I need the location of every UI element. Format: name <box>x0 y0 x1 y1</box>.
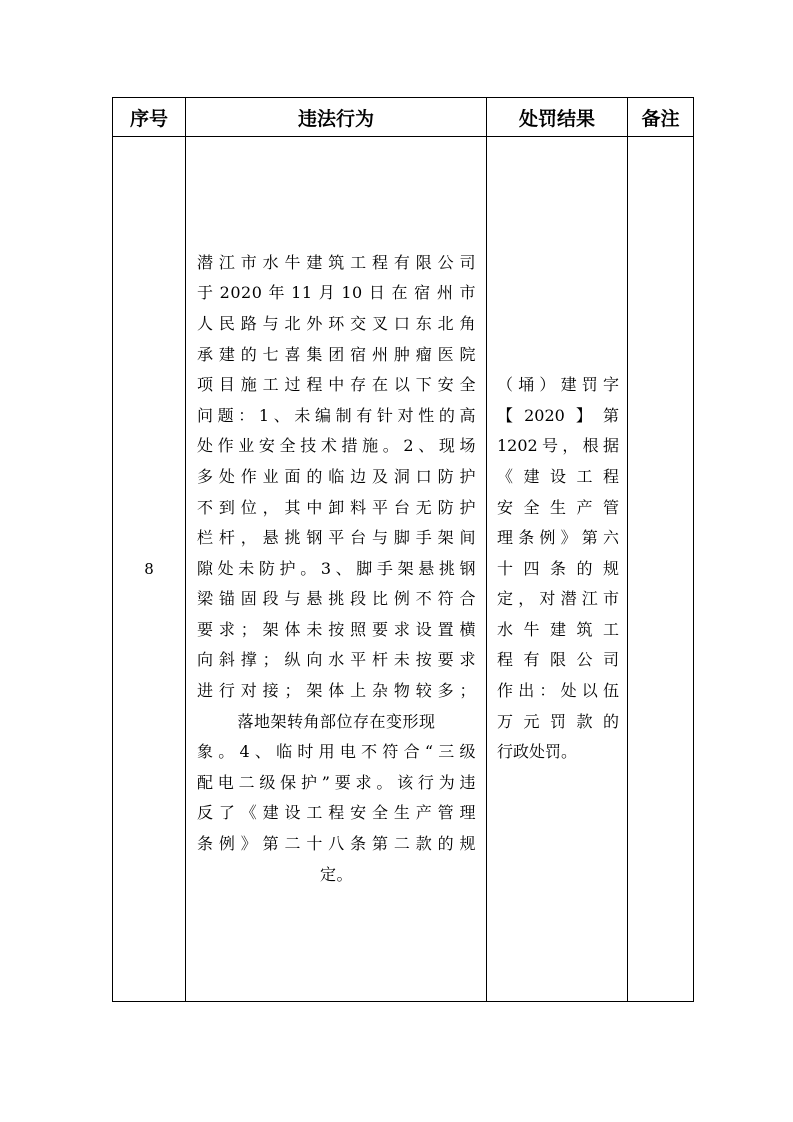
penalty-line: 程有限公司 <box>497 650 619 670</box>
penalty-line: 行政处罚。 <box>497 742 578 762</box>
cell-penalty <box>487 137 628 1002</box>
table-row <box>113 137 694 1002</box>
header-note: 备注 <box>628 98 694 137</box>
violation-line: 栏杆，悬挑钢平台与脚手架间 <box>197 528 476 548</box>
violation-line: 承建的七喜集团宿州肿瘤医院 <box>197 344 476 364</box>
penalty-line: 安全生产管 <box>497 497 619 517</box>
violation-line: 潜江市水牛建筑工程有限公司 <box>197 252 476 272</box>
violation-line: 不到位，其中卸料平台无防护 <box>197 497 476 517</box>
header-violation: 违法行为 <box>186 98 487 137</box>
penalty-line: 【2020】第 <box>497 405 619 425</box>
violation-line: 定。 <box>319 864 353 884</box>
violation-line: 向斜撑；纵向水平杆未按要求 <box>197 650 476 670</box>
cell-seq: 8 <box>113 137 186 1002</box>
violation-line: 人民路与北外环交叉口东北角 <box>197 313 476 333</box>
header-seq: 序号 <box>113 98 186 137</box>
penalty-line: 定，对潜江市 <box>497 589 619 609</box>
violation-line: 进行对接；架体上杂物较多； <box>197 681 476 701</box>
violation-line: 于2020年11月10日在宿州市 <box>197 283 476 303</box>
violation-line: 条例》第二十八条第二款的规 <box>197 834 476 854</box>
header-penalty: 处罚结果 <box>487 98 628 137</box>
penalty-line: 《建设工程 <box>497 466 619 486</box>
violation-line: 配电二级保护”要求。该行为违 <box>197 772 476 792</box>
penalty-line: （埇）建罚字 <box>497 375 619 395</box>
violation-line: 象。4、临时用电不符合“三级 <box>197 742 476 762</box>
table-header-row <box>113 98 694 137</box>
penalty-line: 水牛建筑工 <box>497 619 619 639</box>
violation-line: 落地架转角部位存在变形现 <box>237 711 436 731</box>
violation-line: 问题：1、未编制有针对性的高 <box>197 405 476 425</box>
violation-line: 处作业安全技术措施。2、现场 <box>197 436 476 456</box>
penalty-record-table <box>112 97 694 1002</box>
penalty-line: 1202号，根据 <box>497 436 619 456</box>
penalty-line: 作出：处以伍 <box>497 681 619 701</box>
penalty-line: 理条例》第六 <box>497 528 619 548</box>
cell-note <box>628 137 694 1002</box>
penalty-line: 万元罚款的 <box>497 711 619 731</box>
cell-violation <box>186 137 487 1002</box>
violation-line: 项目施工过程中存在以下安全 <box>197 375 476 395</box>
violation-line: 梁锚固段与悬挑段比例不符合 <box>197 589 476 609</box>
penalty-line: 十四条的规 <box>497 558 619 578</box>
violation-line: 多处作业面的临边及洞口防护 <box>197 466 476 486</box>
violation-line: 要求；架体未按照要求设置横 <box>197 619 476 639</box>
violation-line: 隙处未防护。3、脚手架悬挑钢 <box>197 558 476 578</box>
violation-line: 反了《建设工程安全生产管理 <box>197 803 476 823</box>
